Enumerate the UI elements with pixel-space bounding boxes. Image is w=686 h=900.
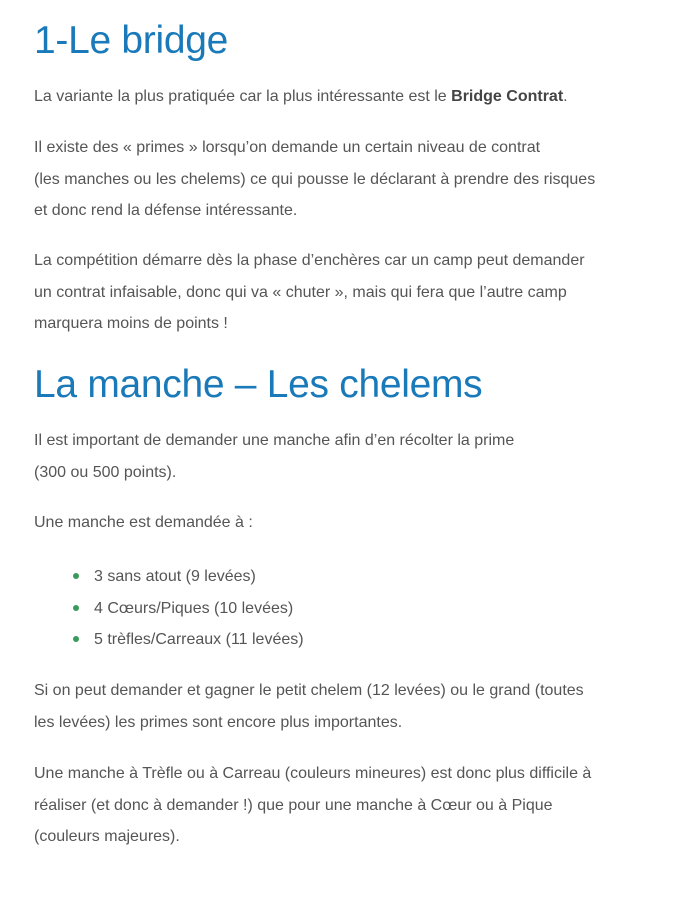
bullet-dot-icon (73, 605, 79, 611)
paragraph-primes-line: et donc rend la défense intéressante. (34, 202, 298, 219)
paragraph-competition-line: marquera moins de points ! (34, 315, 228, 332)
list-item-text: 3 sans atout (9 levées) (94, 568, 256, 585)
paragraph-chelem-line: les levées) les primes sont encore plus importantes. (34, 713, 403, 731)
paragraph-primes-line: (les manches ou les chelems) ce qui pousse le déclarant à prendre des risques (34, 170, 596, 188)
section-title-la-manche: La manche – Les chelems (34, 363, 483, 406)
bullet-dot-icon (73, 573, 79, 579)
paragraph-couleurs-line: Une manche à Trèfle ou à Carreau (couleurs mineures) est donc plus difficile à (34, 765, 592, 782)
paragraph-variante (34, 81, 568, 113)
section-title-le-bridge: 1-Le bridge (34, 19, 229, 62)
paragraph-competition-line: La compétition démarre dès la phase d’enchères car un camp peut demander (34, 252, 585, 269)
bridge-contrat-bold: Bridge Contrat (451, 88, 564, 105)
paragraph-chelem (34, 675, 584, 738)
paragraph-chelem-line: Si on peut demander et gagner le petit chelem (12 levées) ou le grand (toutes (34, 682, 584, 699)
paragraph-important-line: Il est important de demander une manche afin d’en récolter la prime (34, 432, 515, 449)
paragraph-important (34, 425, 514, 488)
paragraph-couleurs-line: réaliser (et donc à demander !) que pour une manche à Cœur ou à Pique (34, 796, 553, 814)
paragraph-manche-demandee: Une manche est demandée à : (34, 514, 253, 531)
paragraph-competition-line: un contrat infaisable, donc qui va « chuter », mais qui fera que l’autre camp (34, 283, 567, 301)
paragraph-important-line: (300 ou 500 points). (34, 463, 177, 481)
list-item-text: 5 trèfles/Carreaux (11 levées) (94, 631, 304, 648)
paragraph-couleurs-line: (couleurs majeures). (34, 828, 180, 845)
paragraph-competition (34, 245, 585, 340)
paragraph-couleurs (34, 758, 591, 853)
paragraph-primes (34, 132, 595, 227)
list-item (34, 624, 304, 656)
paragraph-variante-end: . (563, 88, 568, 105)
paragraph-primes-line: Il existe des « primes » lorsqu’on demande un certain niveau de contrat (34, 139, 541, 156)
list-item (34, 593, 304, 625)
paragraph-variante-text: La variante la plus pratiquée car la plus intéressante est le (34, 88, 452, 105)
list-item (34, 561, 304, 593)
bullet-dot-icon (73, 636, 79, 642)
list-item-text: 4 Cœurs/Piques (10 levées) (94, 599, 294, 617)
manche-bullet-list (34, 561, 304, 656)
